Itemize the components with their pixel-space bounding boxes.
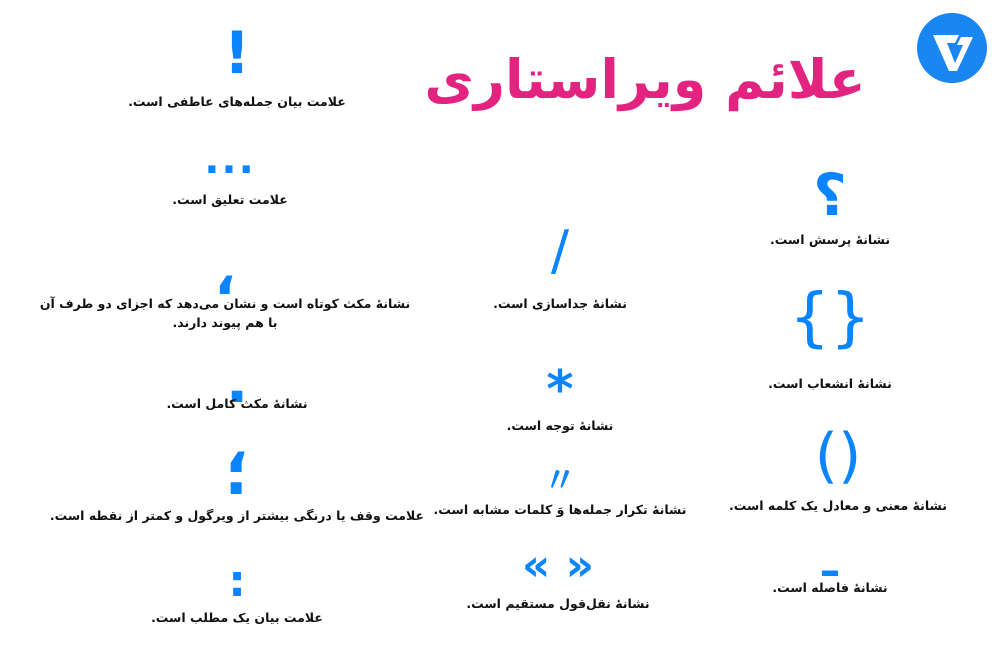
item-description: نشانهٔ مکث کوتاه است و نشان می‌دهد که اجزای دو طرف آن با هم پیوند دارند. [39,296,411,330]
parentheses-item [668,421,1000,515]
item-description: نشانهٔ معنی و معادل یک کلمه است. [729,498,947,513]
dash-item [660,536,1000,597]
braces-item [660,281,1000,393]
semicolon-icon: ؛ [224,436,250,509]
item-description: علامت وقف یا درنگی بیشتر از ویرگول و کمتر از نقطه است. [49,508,425,523]
period-icon: . [225,347,249,417]
period-item [67,347,407,417]
comma-icon: ، [214,243,236,308]
exclamation-icon: ! [223,19,251,87]
exclamation-item [67,19,407,111]
item-description: نشانهٔ پرسش است. [769,232,891,247]
item-description: نشانهٔ تکرار جمله‌ها وَ کلمات مشابه است. [433,502,687,517]
ellipsis-item [60,137,400,209]
ditto-icon: 〃 [543,461,577,501]
colon-item [67,556,407,627]
dash-icon: ـ [822,536,838,587]
ellipsis-icon: ... [204,137,256,183]
question-mark-icon: ؟ [813,161,847,229]
semicolon-item [47,436,427,525]
asterisk-icon: * [546,360,574,420]
slash-icon: / [550,219,570,282]
item-description: نشانهٔ فاصله است. [772,580,888,595]
item-description: نشانهٔ نقل‌قول مستقیم است. [466,596,650,611]
item-description: علامت بیان یک مطلب است. [151,610,323,625]
braces-icon: {} [789,281,871,355]
item-description: علامت بیان جمله‌های عاطفی است. [128,94,346,109]
item-description: نشانهٔ جداسازی است. [493,296,627,311]
item-description: علامت تعلیق است. [172,192,288,207]
guillemets-icon: « » [521,540,595,591]
page-title: علائم ویراستاری [424,48,866,111]
parentheses-icon: () [814,421,862,491]
colon-icon: : [228,556,246,607]
vb-logo-icon [917,13,987,83]
item-description: نشانهٔ توجه است. [506,418,614,433]
item-description: نشانهٔ مکث کامل است. [166,396,308,411]
item-description: نشانهٔ انشعاب است. [768,376,892,391]
question-item [660,161,1000,249]
comma-item [35,243,415,332]
